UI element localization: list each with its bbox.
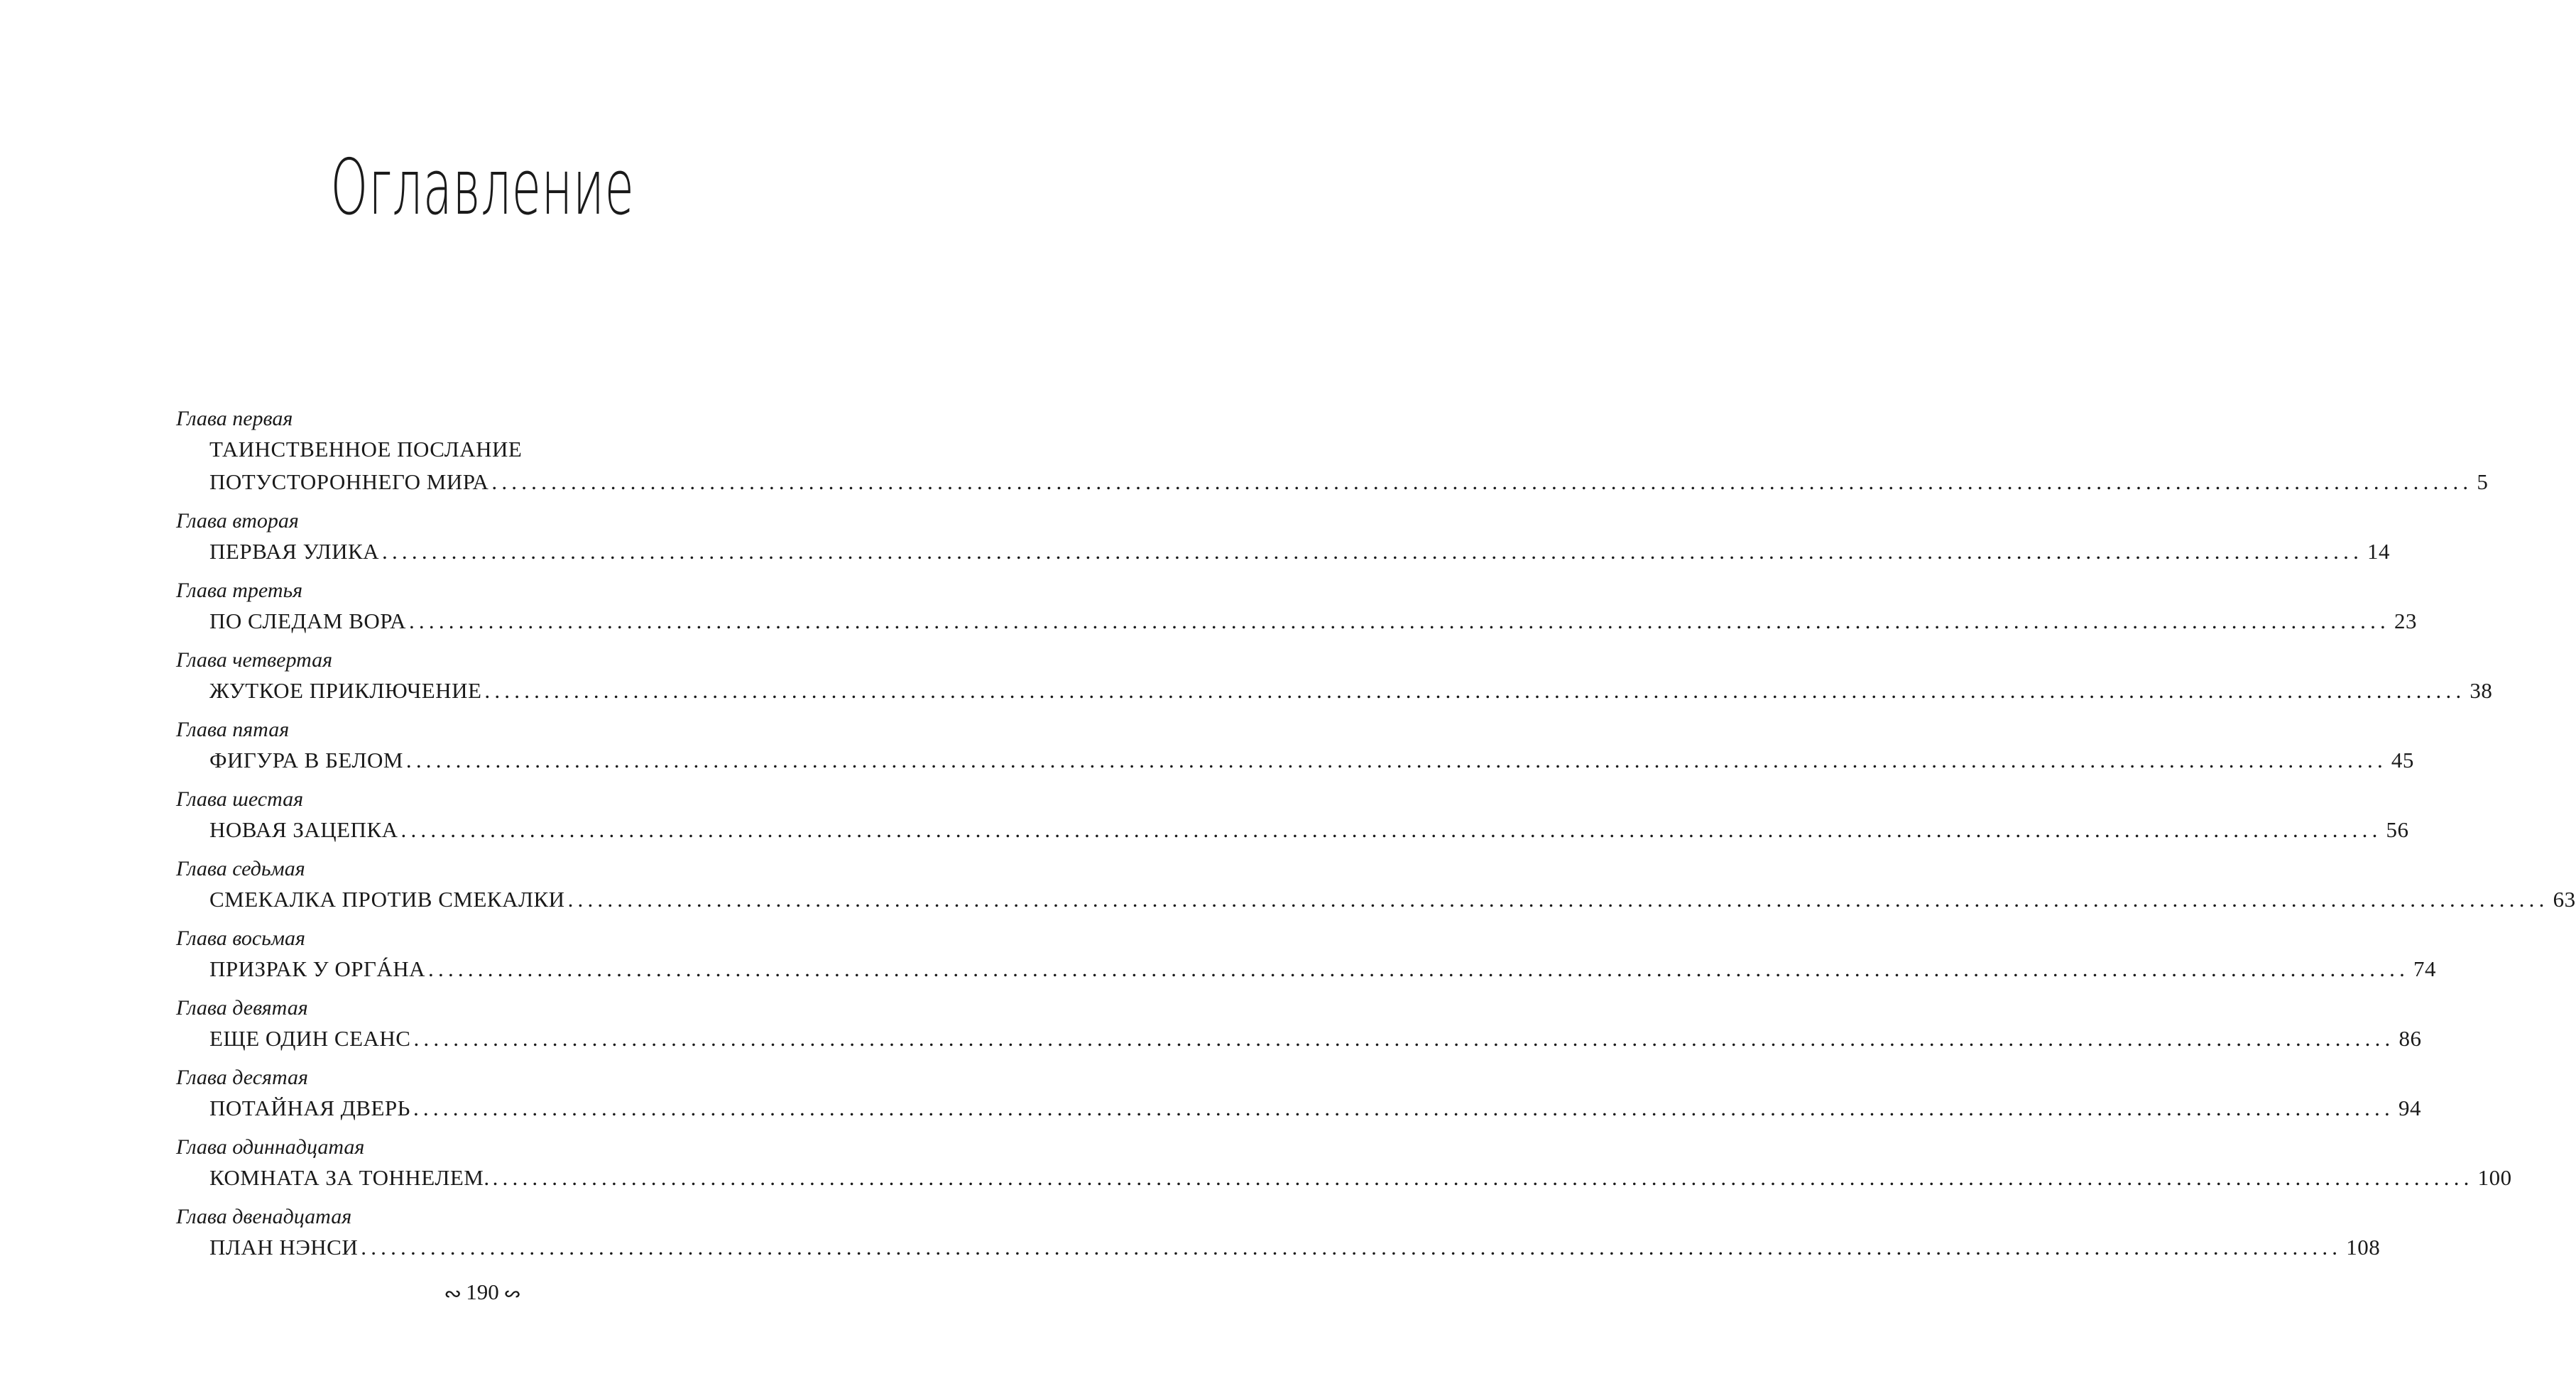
- chapter-title-row: [176, 535, 2391, 568]
- dot-leader: ........................................................................................................................................................................................................: [484, 678, 2466, 703]
- chapter-title: ПОТАЙНАЯ ДВЕРЬ: [209, 1096, 410, 1120]
- chapter-label: Глава одиннадцатая: [176, 1135, 365, 1159]
- dot-leader: ........................................................................................................................................................................................................: [408, 608, 2390, 633]
- page-number: 56: [2386, 817, 2409, 842]
- chapter-label: Глава восьмая: [176, 927, 305, 950]
- chapter-label: Глава двенадцатая: [176, 1205, 352, 1228]
- toc-entry[interactable]: [176, 1203, 2381, 1264]
- toc-entry[interactable]: [176, 577, 2417, 638]
- page-number: 94: [2398, 1096, 2421, 1120]
- entry-spacer: [176, 1125, 836, 1133]
- entry-spacer: [176, 638, 836, 646]
- chapter-title-row: [176, 1231, 2381, 1264]
- page-number: 108: [2346, 1235, 2381, 1260]
- swash-icon: ∾: [444, 1282, 462, 1306]
- page-number: 63: [2553, 887, 2576, 912]
- toc-entry[interactable]: [176, 507, 2391, 568]
- page-number: 100: [2477, 1165, 2512, 1190]
- toc-entry[interactable]: [176, 924, 2437, 985]
- dot-leader: ........................................................................................................................................................................................................: [567, 887, 2549, 912]
- chapter-label: Глава вторая: [176, 509, 299, 533]
- toc-entry[interactable]: [176, 716, 2414, 777]
- chapter-title: ФИГУРА В БЕЛОМ: [209, 748, 403, 772]
- entry-spacer: [176, 846, 836, 855]
- dot-leader: ........................................................................................................................................................................................................: [382, 539, 2364, 564]
- chapter-title-row: [176, 744, 2414, 777]
- chapter-title-row: [176, 883, 2576, 916]
- page-number: 45: [2391, 748, 2414, 772]
- chapter-label: Глава десятая: [176, 1066, 308, 1089]
- chapter-title-row: [176, 675, 2493, 707]
- dot-leader: ........................................................................................................................................................................................................: [492, 1165, 2474, 1190]
- dot-leader: ........................................................................................................................................................................................................: [428, 956, 2410, 981]
- chapter-title: СМЕКАЛКА ПРОТИВ СМЕКАЛКИ: [209, 887, 565, 912]
- chapter-title-row: [176, 1022, 2422, 1055]
- entry-spacer: [176, 498, 836, 507]
- dot-leader: ........................................................................................................................................................................................................: [400, 817, 2382, 842]
- swash-icon: ∾: [503, 1282, 521, 1306]
- chapter-title-row: [176, 605, 2417, 638]
- table-of-contents: [176, 405, 2576, 1264]
- toc-entry[interactable]: [176, 994, 2422, 1055]
- entry-spacer: [176, 568, 836, 577]
- chapter-title-row: [176, 953, 2437, 985]
- page-number: 14: [2367, 539, 2391, 564]
- chapter-title-row: [176, 1092, 2421, 1125]
- toc-entry[interactable]: [176, 1064, 2421, 1125]
- entry-spacer: [176, 916, 836, 924]
- chapter-title-row: [176, 466, 2489, 498]
- chapter-title: ПОТУСТОРОННЕГО МИРА: [209, 469, 489, 494]
- entry-spacer: [176, 1055, 836, 1064]
- entry-spacer: [176, 707, 836, 716]
- chapter-title: ЖУТКОЕ ПРИКЛЮЧЕНИЕ: [209, 678, 482, 703]
- chapter-title: ПЛАН НЭНСИ: [209, 1235, 359, 1260]
- chapter-label: Глава девятая: [176, 996, 308, 1020]
- chapter-title-row: [176, 1162, 2512, 1194]
- chapter-label: Глава шестая: [176, 787, 304, 811]
- chapter-label: Глава третья: [176, 579, 303, 602]
- chapter-label: Глава первая: [176, 407, 293, 430]
- dot-leader: ........................................................................................................................................................................................................: [491, 469, 2473, 494]
- page-number: 38: [2469, 678, 2493, 703]
- page-title: Оглавление: [330, 143, 635, 232]
- entry-spacer: [176, 777, 836, 785]
- chapter-title: ПЕРВАЯ УЛИКА: [209, 539, 380, 564]
- toc-entry[interactable]: [176, 785, 2409, 846]
- chapter-label: Глава седьмая: [176, 857, 305, 880]
- toc-entry[interactable]: [176, 1133, 2512, 1194]
- toc-entry[interactable]: [176, 646, 2493, 707]
- page-number: 190: [466, 1279, 499, 1304]
- chapter-title: ЕЩЕ ОДИН СЕАНС: [209, 1026, 411, 1051]
- chapter-label: Глава пятая: [176, 718, 290, 741]
- chapter-title: НОВАЯ ЗАЦЕПКА: [209, 817, 398, 842]
- chapter-title: ПО СЛЕДАМ ВОРА: [209, 608, 406, 633]
- page-number: 5: [2477, 469, 2489, 494]
- toc-entry[interactable]: [176, 855, 2576, 916]
- toc-entry[interactable]: [176, 405, 2489, 498]
- chapter-title: ТАИНСТВЕННОЕ ПОСЛАНИЕ: [209, 437, 523, 462]
- dot-leader: ........................................................................................................................................................................................................: [405, 748, 2387, 772]
- page-number: 86: [2398, 1026, 2422, 1051]
- page-number: 74: [2413, 956, 2437, 981]
- dot-leader: ........................................................................................................................................................................................................: [413, 1026, 2395, 1051]
- page-number: 23: [2394, 608, 2417, 633]
- chapter-title: КОМНАТА ЗА ТОННЕЛЕМ.: [209, 1165, 490, 1190]
- entry-spacer: [176, 1194, 836, 1203]
- chapter-title: ПРИЗРАК У ОРГÁНА: [209, 956, 426, 981]
- chapter-title-row: [176, 814, 2409, 846]
- page-folio: [0, 1278, 965, 1309]
- chapter-label: Глава четвертая: [176, 648, 333, 672]
- dot-leader: ........................................................................................................................................................................................................: [413, 1096, 2394, 1120]
- dot-leader: ........................................................................................................................................................................................................: [361, 1235, 2342, 1260]
- entry-spacer: [176, 985, 836, 994]
